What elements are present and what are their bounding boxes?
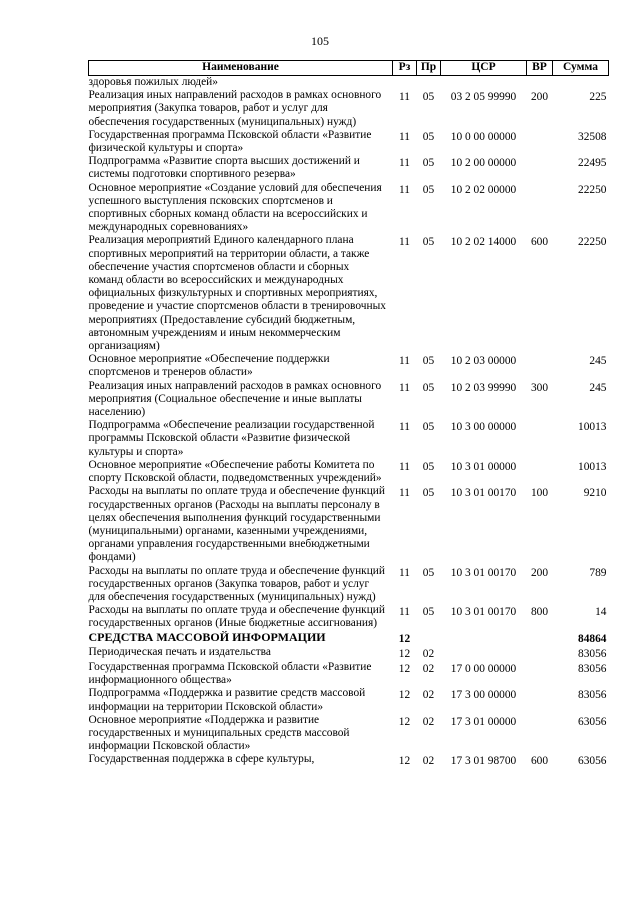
cell-csr: 10 3 00 00000 — [450, 421, 517, 434]
cell-rz: 12 — [398, 647, 411, 660]
cell-rz: 11 — [399, 460, 410, 473]
table-row — [89, 714, 609, 754]
cell-name: Подпрограмма «Развитие спорта высших достижений и системы подготовки спортивного резерва» — [88, 155, 360, 181]
cell-rz: 11 — [399, 91, 410, 104]
cell-pr: 02 — [422, 715, 435, 728]
cell-sum: 32508 — [578, 130, 607, 143]
table-header-row — [89, 61, 609, 76]
cell-pr — [417, 631, 441, 646]
table-row — [89, 485, 609, 564]
cell-pr: 05 — [422, 130, 435, 143]
cell-csr: 10 3 01 00170 — [450, 566, 517, 579]
cell-rz: 11 — [399, 183, 410, 196]
cell-name: Основное мероприятие «Обеспечение поддержки спортсменов и тренеров области» — [88, 353, 330, 379]
cell-name: Расходы на выплаты по оплате труда и обеспечение функций государственных органов (Иные бюджетные ассигнования) — [88, 604, 385, 630]
cell-pr: 05 — [422, 183, 435, 196]
cell-sum: 245 — [589, 355, 607, 368]
cell-vr: 100 — [530, 487, 549, 500]
cell-name: здоровья пожилых людей» — [88, 76, 218, 88]
cell-sum: 789 — [589, 566, 607, 579]
cell-vr — [527, 76, 553, 90]
cell-csr: 10 2 03 00000 — [450, 355, 517, 368]
cell-pr: 02 — [422, 647, 435, 660]
header-pr: Пр — [417, 61, 441, 76]
cell-pr: 05 — [422, 91, 435, 104]
cell-pr: 05 — [422, 487, 435, 500]
cell-sum: 63056 — [578, 715, 607, 728]
cell-vr — [527, 155, 553, 181]
cell-name: Реализация мероприятий Единого календарного плана спортивных мероприятий на территории области, а также обеспечение участия спортсменов области и сборных команд области во всероссийских и международных официальных физкультурных и спортивных мероприятиях, проведение и участие спортсменов области в тренировочных мероприятиях (Предоставление субсидий бюджетным, автономным учреждениям и иным некоммерческим организациям) — [88, 234, 386, 353]
cell-rz: 11 — [399, 157, 410, 170]
cell-sum: 14 — [595, 606, 607, 619]
cell-name: Подпрограмма «Обеспечение реализации государственной программы Псковской области «Развитие физической культуры и спорта» — [88, 419, 375, 458]
cell-csr: 17 3 01 00000 — [450, 715, 517, 728]
cell-pr: 05 — [422, 355, 435, 368]
table-row — [89, 753, 609, 768]
cell-sum: 10013 — [578, 421, 607, 434]
cell-vr: 600 — [530, 755, 549, 768]
cell-vr — [527, 353, 553, 379]
cell-name: Реализация иных направлений расходов в рамках основного мероприятия (Социальное обеспечение и иные выплаты населению) — [88, 379, 382, 419]
page-number: 105 — [311, 34, 329, 48]
table-row — [89, 76, 609, 90]
cell-vr — [527, 129, 553, 155]
table-row — [89, 155, 609, 181]
header-rz: Рз — [393, 61, 417, 76]
cell-vr — [527, 687, 553, 713]
cell-name: Основное мероприятие «Обеспечение работы Комитета по спорту Псковской области, подведомственных учреждений» — [88, 458, 382, 485]
cell-vr — [527, 646, 553, 661]
cell-pr: 02 — [422, 689, 435, 702]
table-row — [89, 89, 609, 129]
table-row — [89, 380, 609, 420]
cell-pr: 05 — [422, 381, 435, 394]
cell-sum: 83056 — [578, 689, 607, 702]
cell-name: Государственная поддержка в сфере культуры, — [88, 753, 315, 766]
cell-pr: 05 — [422, 606, 435, 619]
cell-csr: 10 2 03 99990 — [450, 381, 517, 394]
cell-rz: 11 — [399, 421, 410, 434]
cell-pr: 05 — [422, 236, 435, 249]
cell-sum: 83056 — [578, 662, 607, 675]
cell-sum: 83056 — [578, 647, 607, 660]
cell-vr — [527, 419, 553, 459]
table-row — [89, 182, 609, 235]
cell-vr — [527, 459, 553, 485]
header-name: Наименование — [89, 61, 393, 76]
cell-csr: 03 2 05 99990 — [450, 91, 517, 104]
cell-pr: 05 — [422, 566, 435, 579]
cell-vr: 200 — [530, 91, 549, 104]
cell-rz: 11 — [399, 130, 410, 143]
cell-name: Периодическая печать и издательства — [88, 645, 271, 658]
cell-rz: 11 — [399, 236, 410, 249]
cell-sum: 9210 — [583, 487, 607, 500]
cell-rz: 12 — [398, 715, 411, 728]
table-body — [89, 76, 609, 769]
table-row — [89, 604, 609, 630]
cell-sum: 22250 — [578, 183, 607, 196]
cell-vr: 800 — [530, 606, 549, 619]
cell-csr: 10 2 02 00000 — [450, 183, 517, 196]
cell-name: Государственная программа Псковской области «Развитие информационного общества» — [88, 660, 372, 687]
budget-table — [88, 60, 609, 769]
cell-sum — [553, 76, 609, 90]
cell-name: Основное мероприятие «Создание условий для обеспечения успешного выступления псковских спортсменов и спортивных сборных команд области на всероссийских и международных соревнованиях» — [88, 181, 382, 234]
table-row — [89, 459, 609, 485]
cell-rz: 11 — [399, 355, 410, 368]
table-row — [89, 565, 609, 605]
cell-sum: 63056 — [578, 755, 607, 768]
cell-rz: 11 — [399, 381, 410, 394]
cell-pr: 02 — [422, 755, 435, 768]
table-row — [89, 234, 609, 353]
cell-csr: 17 0 00 00000 — [450, 662, 517, 675]
cell-sum: 10013 — [578, 460, 607, 473]
cell-pr: 05 — [422, 421, 435, 434]
cell-rz: 12 — [398, 632, 411, 645]
cell-rz: 11 — [399, 606, 410, 619]
cell-rz: 12 — [398, 689, 411, 702]
cell-sum: 22250 — [578, 236, 607, 249]
cell-csr: 17 3 01 98700 — [450, 755, 517, 768]
cell-csr: 10 3 01 00000 — [450, 460, 517, 473]
cell-csr — [441, 646, 527, 661]
cell-rz: 12 — [398, 755, 411, 768]
cell-vr — [527, 714, 553, 754]
cell-sum: 225 — [589, 91, 607, 104]
cell-pr: 05 — [422, 460, 435, 473]
cell-vr — [527, 631, 553, 646]
cell-csr — [441, 631, 527, 646]
header-csr: ЦСР — [441, 61, 527, 76]
cell-csr: 10 2 02 14000 — [450, 236, 517, 249]
cell-name: Расходы на выплаты по оплате труда и обеспечение функций государственных органов (Закупка товаров, работ и услуг для обеспечения государственных (муниципальных) нужд) — [88, 564, 385, 603]
header-vr: ВР — [527, 61, 553, 76]
table-section-row — [89, 631, 609, 646]
cell-rz: 11 — [399, 566, 410, 579]
cell-csr — [441, 76, 527, 90]
cell-vr: 600 — [530, 236, 549, 249]
cell-csr: 17 3 00 00000 — [450, 689, 517, 702]
table-row — [89, 646, 609, 661]
cell-csr: 10 3 01 00170 — [450, 487, 517, 500]
cell-pr: 02 — [422, 662, 435, 675]
cell-vr — [527, 182, 553, 235]
header-sum: Сумма — [553, 61, 609, 76]
cell-csr: 10 2 00 00000 — [450, 157, 517, 170]
table-row — [89, 419, 609, 459]
cell-vr: 300 — [530, 381, 549, 394]
cell-pr: 05 — [422, 157, 435, 170]
cell-sum: 245 — [589, 381, 607, 394]
table-row — [89, 129, 609, 155]
cell-vr — [527, 661, 553, 687]
cell-name: Государственная программа Псковской области «Развитие физической культуры и спорта» — [88, 128, 372, 155]
cell-csr: 10 0 00 00000 — [450, 130, 517, 143]
cell-name: Подпрограмма «Поддержка и развитие средств массовой информации на территории Псковской области» — [88, 687, 366, 713]
cell-sum: 84864 — [578, 632, 607, 645]
cell-name: СРЕДСТВА МАССОВОЙ ИНФОРМАЦИИ — [88, 629, 326, 644]
cell-csr: 10 3 01 00170 — [450, 606, 517, 619]
cell-pr — [417, 76, 441, 90]
cell-name: Основное мероприятие «Поддержка и развитие государственных и муниципальных средств массовой информации Псковской области» — [88, 713, 350, 753]
cell-name: Реализация иных направлений расходов в рамках основного мероприятия (Закупка товаров, работ и услуг для обеспечения государственных (муниципальных) нужд) — [88, 89, 382, 128]
cell-vr: 200 — [530, 566, 549, 579]
cell-name: Расходы на выплаты по оплате труда и обеспечение функций государственных органов (Расходы на выплаты персоналу в целях обеспечения выполнения функций государственными (муниципальными) органами, казенными учреждениями, органами управления государственными внебюджетными фондами) — [88, 485, 385, 564]
table-row — [89, 661, 609, 687]
table-row — [89, 687, 609, 713]
cell-rz: 12 — [398, 662, 411, 675]
cell-rz — [393, 76, 417, 90]
cell-rz: 11 — [399, 487, 410, 500]
cell-sum: 22495 — [578, 157, 607, 170]
table-row — [89, 353, 609, 379]
